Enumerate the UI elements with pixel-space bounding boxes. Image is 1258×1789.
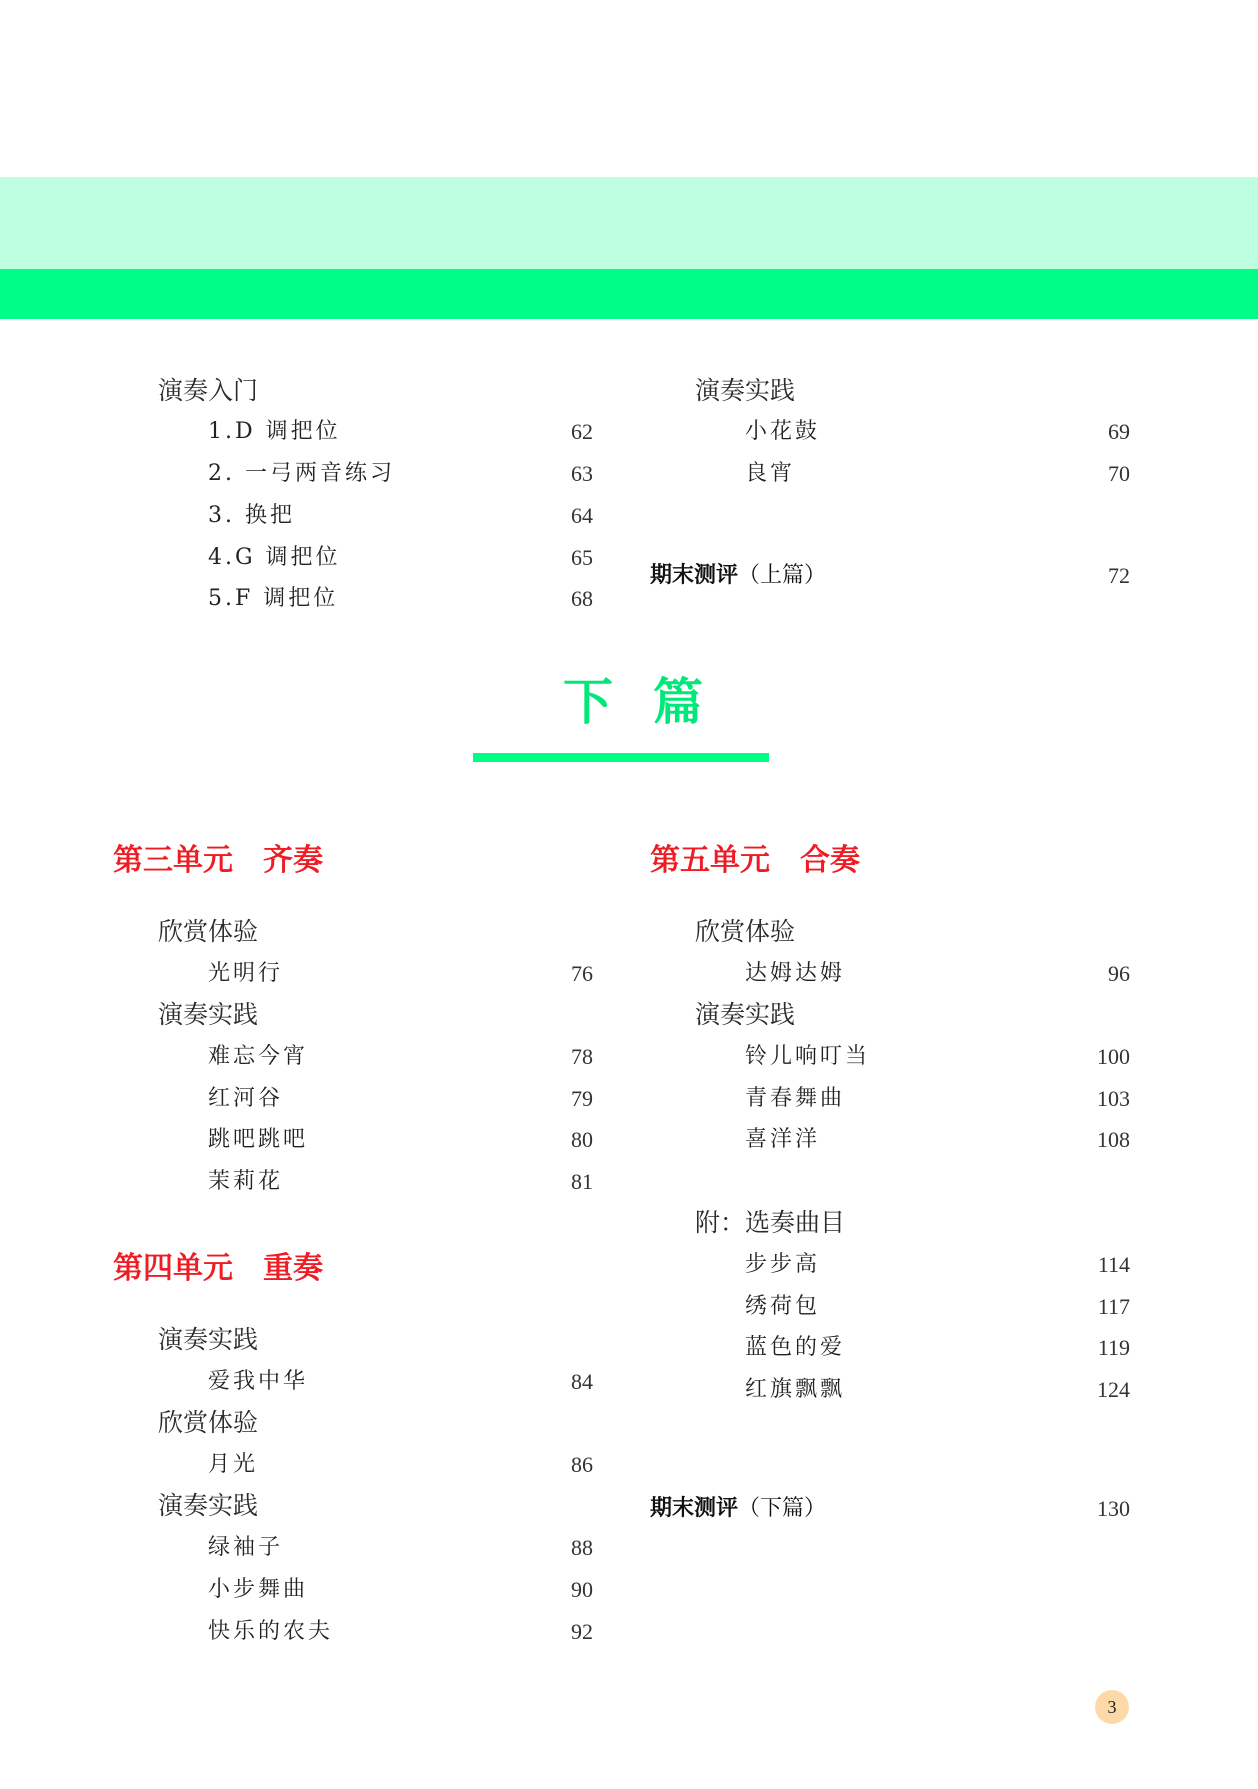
category-label: 演奏实践 [158, 1000, 259, 1029]
category-label: 演奏实践 [695, 376, 796, 405]
entry-page: 84 [571, 1369, 593, 1394]
entry-title: 1.D 调把位 [208, 419, 341, 444]
entry-page: 62 [571, 419, 593, 444]
toc-entry[interactable] [745, 417, 1130, 447]
toc-entry[interactable] [208, 1125, 593, 1155]
entry-title: 红河谷 [208, 1086, 284, 1111]
entry-title: 蓝色的爱 [745, 1335, 846, 1360]
part-title: 下篇 [563, 672, 743, 731]
entry-title: 跳吧跳吧 [208, 1127, 309, 1152]
toc-entry[interactable] [208, 501, 593, 531]
entry-page: 100 [1097, 1044, 1130, 1069]
exam-title [650, 561, 826, 591]
exam-title [650, 1494, 826, 1524]
entry-page: 76 [571, 961, 593, 986]
toc-entry[interactable] [208, 1042, 593, 1072]
toc-entry[interactable] [208, 1533, 593, 1563]
entry-title: 绿袖子 [208, 1535, 284, 1560]
category-label: 演奏实践 [158, 1491, 259, 1520]
entry-title: 5.F 调把位 [208, 586, 339, 611]
toc-entry[interactable] [745, 1084, 1130, 1114]
toc-entry[interactable] [208, 543, 593, 573]
entry-title: 快乐的农夫 [208, 1619, 334, 1644]
toc-entry[interactable] [745, 1125, 1130, 1155]
toc-entry[interactable] [208, 1575, 593, 1605]
toc-entry[interactable] [208, 959, 593, 989]
exam-suffix: （上篇） [738, 563, 827, 588]
entry-page: 68 [571, 586, 593, 611]
toc-entry[interactable] [745, 959, 1130, 989]
exam-bold: 期末测评 [650, 1496, 739, 1521]
entry-page: 63 [571, 461, 593, 486]
entry-page: 108 [1097, 1127, 1130, 1152]
entry-title: 月光 [208, 1452, 259, 1477]
part-title-underline [473, 753, 769, 762]
entry-title: 3. 换把 [208, 503, 295, 528]
exam-entry-upper[interactable] [650, 561, 1130, 591]
toc-entry[interactable] [745, 1375, 1130, 1405]
category-label: 演奏入门 [158, 376, 259, 405]
entry-page: 64 [571, 503, 593, 528]
entry-title: 难忘今宵 [208, 1044, 309, 1069]
entry-page: 114 [1097, 1252, 1130, 1277]
entry-page: 90 [571, 1577, 593, 1602]
entry-title: 喜洋洋 [745, 1127, 821, 1152]
entry-page: 70 [1108, 461, 1130, 486]
unit-heading: 第三单元 齐奏 [113, 843, 323, 878]
entry-page: 119 [1097, 1335, 1130, 1360]
entry-title: 小花鼓 [745, 419, 821, 444]
toc-entry[interactable] [745, 1042, 1130, 1072]
toc-entry[interactable] [745, 1333, 1130, 1363]
toc-entry[interactable] [208, 1450, 593, 1480]
entry-title: 爱我中华 [208, 1369, 309, 1394]
exam-bold: 期末测评 [650, 563, 739, 588]
entry-title: 铃儿响叮当 [745, 1044, 871, 1069]
entry-title: 达姆达姆 [745, 961, 846, 986]
entry-title: 小步舞曲 [208, 1577, 309, 1602]
category-label: 欣赏体验 [158, 1408, 259, 1437]
unit-heading: 第四单元 重奏 [113, 1251, 323, 1286]
entry-page: 69 [1108, 419, 1130, 444]
appendix-label: 附：选奏曲目 [695, 1208, 846, 1237]
category-label: 演奏实践 [158, 1325, 259, 1354]
entry-title: 红旗飘飘 [745, 1377, 846, 1402]
exam-suffix: （下篇） [738, 1496, 827, 1521]
toc-entry[interactable] [208, 459, 593, 489]
entry-page: 103 [1097, 1086, 1130, 1111]
toc-entry[interactable] [208, 584, 593, 614]
entry-title: 绣荷包 [745, 1294, 821, 1319]
entry-page: 65 [571, 545, 593, 570]
toc-entry[interactable] [208, 1167, 593, 1197]
toc-entry[interactable] [208, 1084, 593, 1114]
exam-entry-lower[interactable] [650, 1494, 1130, 1524]
entry-title: 步步高 [745, 1252, 821, 1277]
entry-title: 光明行 [208, 961, 284, 986]
category-label: 欣赏体验 [158, 917, 259, 946]
entry-page: 117 [1097, 1294, 1130, 1319]
toc-entry[interactable] [745, 1250, 1130, 1280]
entry-title: 茉莉花 [208, 1169, 284, 1194]
entry-page: 78 [571, 1044, 593, 1069]
entry-page: 81 [571, 1169, 593, 1194]
entry-title: 青春舞曲 [745, 1086, 846, 1111]
toc-entry[interactable] [745, 459, 1130, 489]
entry-title: 良宵 [745, 461, 796, 486]
category-label: 演奏实践 [695, 1000, 796, 1029]
entry-page: 88 [571, 1535, 593, 1560]
entry-page: 96 [1108, 961, 1130, 986]
entry-page: 79 [571, 1086, 593, 1111]
header-band-light [0, 177, 1258, 269]
category-label: 欣赏体验 [695, 917, 796, 946]
header-band-dark [0, 269, 1258, 319]
entry-page: 130 [1097, 1496, 1130, 1521]
entry-page: 86 [571, 1452, 593, 1477]
toc-entry[interactable] [208, 1617, 593, 1647]
unit-heading: 第五单元 合奏 [650, 843, 860, 878]
entry-page: 80 [571, 1127, 593, 1152]
page-number-badge: 3 [1095, 1690, 1129, 1724]
toc-entry[interactable] [745, 1292, 1130, 1322]
entry-title: 4.G 调把位 [208, 545, 341, 570]
toc-entry[interactable] [208, 1367, 593, 1397]
entry-page: 92 [571, 1619, 593, 1644]
entry-page: 72 [1108, 563, 1130, 588]
entry-page: 124 [1097, 1377, 1130, 1402]
entry-title: 2. 一弓两音练习 [208, 461, 395, 486]
toc-entry[interactable] [208, 417, 593, 447]
